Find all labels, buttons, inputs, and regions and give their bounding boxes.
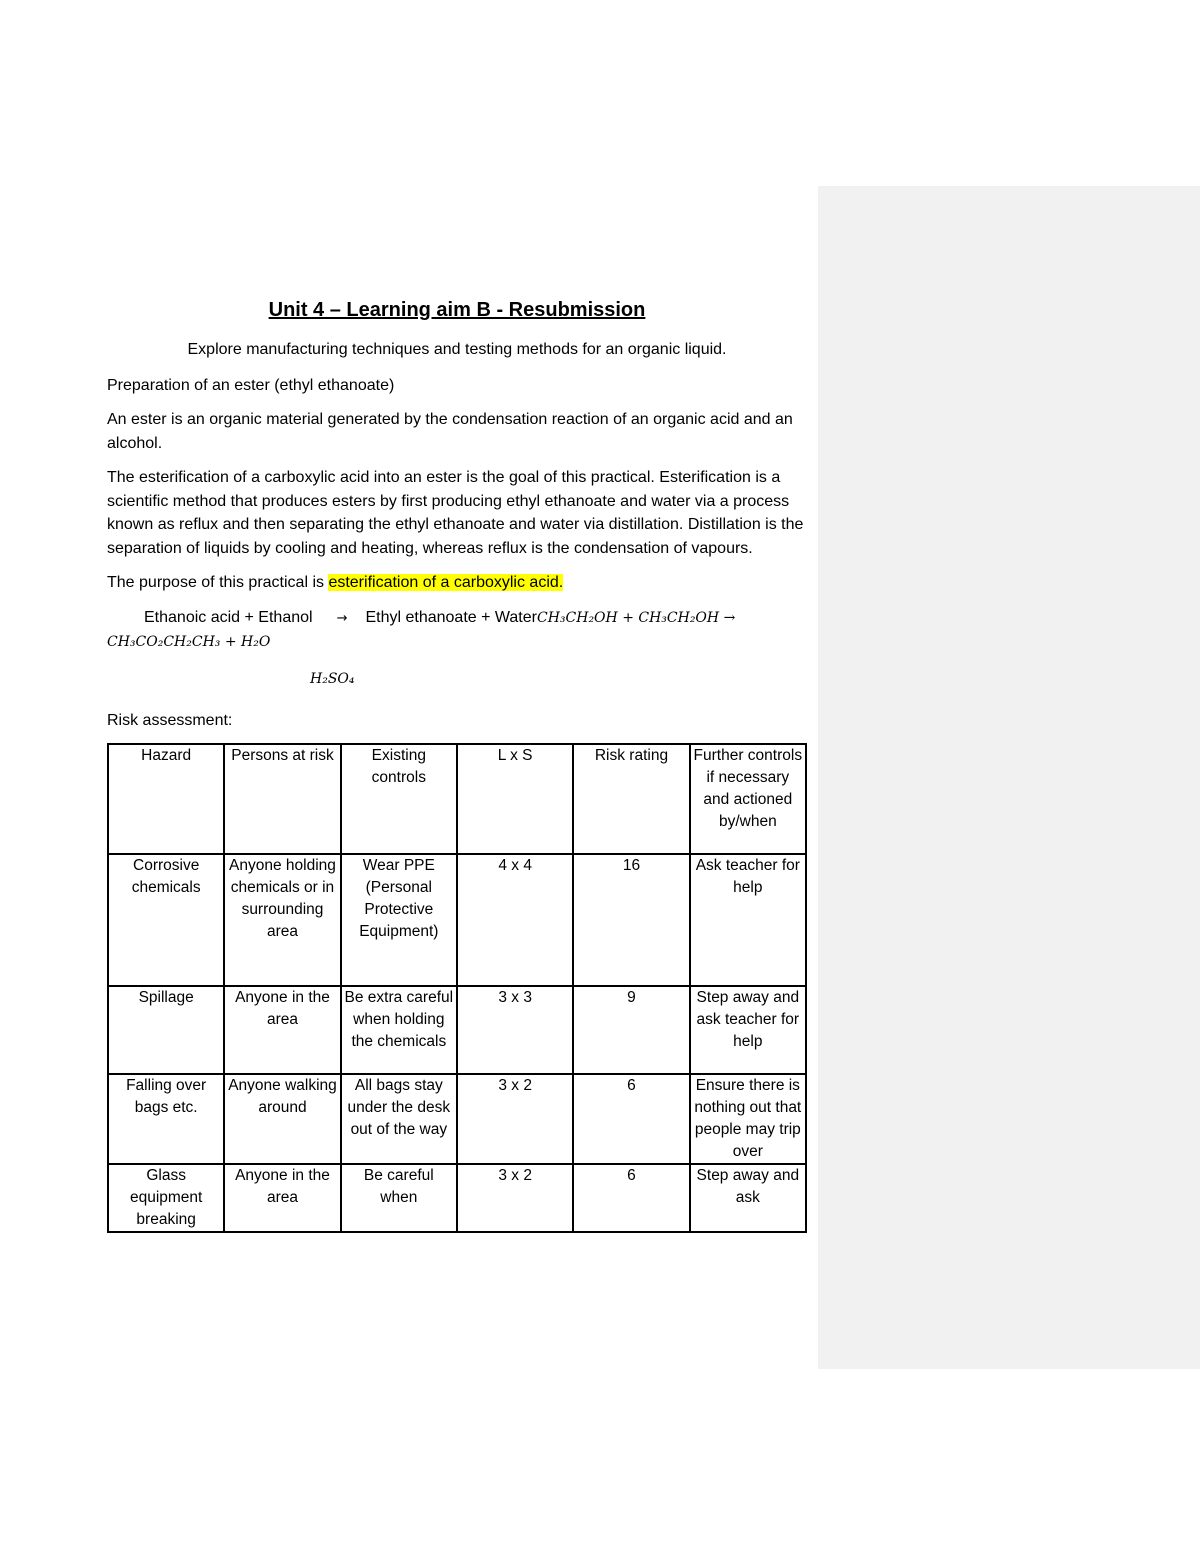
table-cell: Step away and ask teacher for help <box>690 986 806 1074</box>
table-cell: Anyone walking around <box>224 1074 340 1164</box>
table-cell: All bags stay under the desk out of the way <box>341 1074 457 1164</box>
table-cell: Ensure there is nothing out that people may trip over <box>690 1074 806 1164</box>
table-cell: 6 <box>573 1164 689 1232</box>
table-row <box>108 854 806 986</box>
arrow-icon: → <box>336 610 348 626</box>
risk-assessment-heading: Risk assessment: <box>107 712 233 729</box>
table-header-cell: L x S <box>457 744 573 854</box>
table-cell: 4 x 4 <box>457 854 573 986</box>
table-cell: Falling over bags etc. <box>108 1074 224 1164</box>
document-title: Unit 4 – Learning aim B - Resubmission <box>268 299 646 321</box>
table-header-cell: Further controls if necessary and actioned by/when <box>690 744 806 854</box>
table-cell: Anyone in the area <box>224 1164 340 1232</box>
table-cell: 3 x 2 <box>457 1074 573 1164</box>
table-row <box>108 986 806 1074</box>
table-header-cell: Existing controls <box>341 744 457 854</box>
document-subtitle: Explore manufacturing techniques and testing methods for an organic liquid. <box>187 341 727 358</box>
table-cell: Wear PPE (Personal Protective Equipment) <box>341 854 457 986</box>
table-cell: Anyone holding chemicals or in surrounding area <box>224 854 340 986</box>
table-cell: Be careful when <box>341 1164 457 1232</box>
purpose-prefix: The purpose of this practical is <box>107 574 329 591</box>
comment-pane <box>818 186 1200 1369</box>
table-header-cell: Risk rating <box>573 744 689 854</box>
table-cell: Step away and ask <box>690 1164 806 1232</box>
equation-formula-line1: CH₃CH₂OH + CH₃CH₂OH → <box>536 609 736 626</box>
purpose-highlight: esterification of a carboxylic acid. <box>328 574 564 591</box>
table-header-cell: Persons at risk <box>224 744 340 854</box>
purpose-line <box>107 571 807 595</box>
risk-assessment-table <box>107 743 807 1233</box>
equation-formula-line2: CH₃CO₂CH₂CH₃ + H₂O <box>107 634 271 650</box>
preparation-heading: Preparation of an ester (ethyl ethanoate) <box>107 376 395 394</box>
table-cell: Be extra careful when holding the chemicals <box>341 986 457 1074</box>
table-row <box>108 1164 806 1232</box>
table-header-row <box>108 744 806 854</box>
table-cell: 9 <box>573 986 689 1074</box>
equation-words-left: Ethanoic acid + Ethanol <box>144 608 313 626</box>
paragraph-ester-definition: An ester is an organic material generated by the condensation reaction of an organic acid and an alcohol. <box>107 411 793 452</box>
table-cell: Glass equipment breaking <box>108 1164 224 1232</box>
table-cell: 16 <box>573 854 689 986</box>
table-row <box>108 1074 806 1164</box>
table-header-cell: Hazard <box>108 744 224 854</box>
document-body <box>107 296 807 1233</box>
paragraph-esterification: The esterification of a carboxylic acid into an ester is the goal of this practical. Esterification is a scientific method that produces esters by first producing ethyl ethanoate and water via a process known as reflux and then separating the ethyl ethanoate and water via distillation. Distillation is the separation of liquids by cooling and heating, whereas reflux is the condensation of vapours. <box>107 469 804 557</box>
reaction-equation <box>107 606 807 692</box>
table-cell: 6 <box>573 1074 689 1164</box>
table-cell: 3 x 3 <box>457 986 573 1074</box>
table-cell: Spillage <box>108 986 224 1074</box>
table-cell: Ask teacher for help <box>690 854 806 986</box>
table-cell: 3 x 2 <box>457 1164 573 1232</box>
table-cell: Corrosive chemicals <box>108 854 224 986</box>
equation-words-right: Ethyl ethanoate + Water <box>365 608 537 626</box>
equation-catalyst: H₂SO₄ <box>310 670 355 687</box>
table-cell: Anyone in the area <box>224 986 340 1074</box>
